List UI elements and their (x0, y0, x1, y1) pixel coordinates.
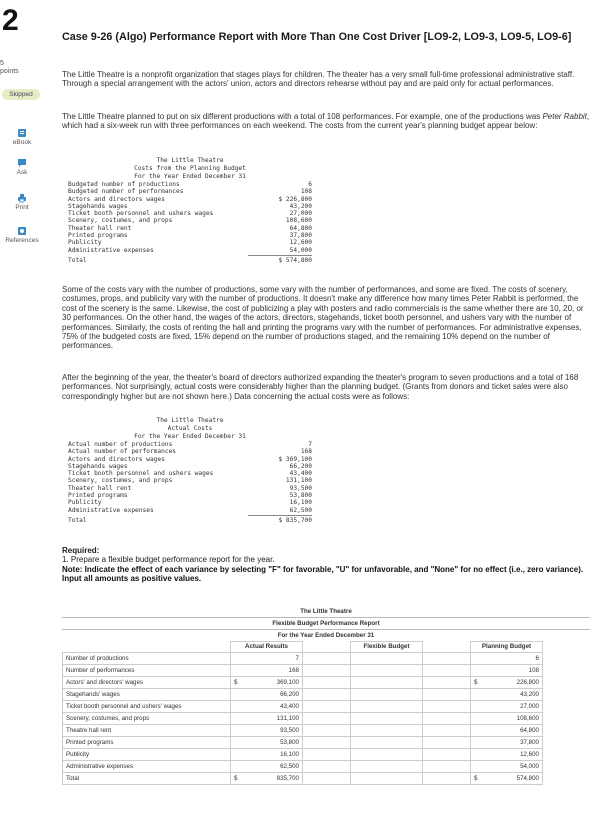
report-header-row (63, 642, 591, 653)
planning-input[interactable] (471, 700, 543, 712)
cell-value: 226,800 (516, 678, 539, 686)
row-label: Actors' and directors' wages (63, 676, 231, 688)
flexible-input[interactable] (351, 724, 423, 736)
row-label: Scenery, costumes, and props (63, 712, 231, 724)
spacer (543, 760, 591, 772)
report-row (63, 748, 591, 760)
question-number: 2 (2, 4, 19, 37)
cell-value: 168 (288, 666, 299, 674)
row-label: Number of productions (63, 652, 231, 664)
references-label: References (5, 237, 39, 244)
references-icon (17, 226, 27, 236)
actual-paragraph: After the beginning of the year, the theater's board of directors authorized expanding the theater's program to seven productions and a total of 168 performances. Not surprisingly, actual costs were considerably higher than the planning budget. (Grants from donors and ticket sales were also correspondingly higher but are not shown here.) Data concerning the actual costs were as follows: (62, 373, 579, 401)
flexible-input[interactable] (351, 664, 423, 676)
required-note: Note: Indicate the effect of each variance by selecting "F" for favorable, "U" for unfavorable, and "None" for no effect (i.e., zero variance). Input all amounts as positive values. (62, 564, 584, 584)
planning-budget-table (68, 157, 312, 264)
cell-value: 7 (295, 654, 299, 662)
flexible-input[interactable] (351, 760, 423, 772)
report-row (63, 664, 591, 676)
planning-input[interactable] (471, 712, 543, 724)
planning-input[interactable] (471, 736, 543, 748)
planning-variance-input[interactable] (423, 652, 471, 664)
ebook-label: eBook (12, 139, 32, 146)
table-row: Theater hall rent 64,800 (68, 224, 312, 232)
planning-input[interactable] (471, 652, 543, 664)
actual-variance-input[interactable] (303, 760, 351, 772)
actual-table-period: For the Year Ended December 31 (134, 433, 246, 440)
table-row: Administrative expenses 54,000 (68, 246, 312, 254)
table-row: Actors and directors wages $ 226,800 (68, 195, 312, 203)
spacer (543, 736, 591, 748)
report-row (63, 736, 591, 748)
report-row (63, 760, 591, 772)
actual-variance-input[interactable] (303, 748, 351, 760)
table-row: Printed programs 53,800 (68, 492, 312, 500)
actual-costs-table (68, 417, 312, 524)
actual-variance-input[interactable] (303, 688, 351, 700)
report-row (63, 724, 591, 736)
table-row: Scenery, costumes, and props 131,100 (68, 477, 312, 485)
row-label: Ticket booth personnel and ushers' wages (63, 700, 231, 712)
report-row (63, 712, 591, 724)
flexible-budget-report (62, 606, 590, 785)
cell-value: 53,800 (280, 738, 299, 746)
spacer (543, 652, 591, 664)
cell-value: 64,800 (520, 726, 539, 734)
row-label: Total (63, 772, 231, 784)
ebook-icon (17, 128, 27, 138)
points-label: 5 points (0, 60, 19, 75)
row-label: Printed programs (63, 736, 231, 748)
actual-input[interactable] (231, 652, 303, 664)
currency-symbol: $ (474, 774, 478, 782)
ask-icon (17, 158, 27, 168)
divider (248, 255, 312, 256)
cell-value: 66,200 (280, 690, 299, 698)
actual-variance-input[interactable] (303, 772, 351, 784)
table-row: Stagehands wages 43,200 (68, 202, 312, 210)
flexible-input[interactable] (351, 748, 423, 760)
actual-variance-input[interactable] (303, 652, 351, 664)
cell-value: 108 (528, 666, 539, 674)
spacer (543, 664, 591, 676)
spacer (543, 688, 591, 700)
actual-input[interactable] (231, 760, 303, 772)
planning-variance-input[interactable] (423, 748, 471, 760)
row-label: Administrative expenses (63, 760, 231, 772)
cell-value: 108,600 (516, 714, 539, 722)
planning-table-title: The Little Theatre (156, 157, 224, 164)
row-label: Publicity (63, 748, 231, 760)
cell-value: 16,100 (280, 750, 299, 758)
cell-value: 93,500 (280, 726, 299, 734)
planning-variance-input[interactable] (423, 772, 471, 784)
planning-variance-input[interactable] (423, 676, 471, 688)
table-row: Budgeted number of performances 108 (68, 188, 312, 196)
actual-variance-input[interactable] (303, 712, 351, 724)
actual-variance-input[interactable] (303, 700, 351, 712)
row-label: Theatre hall rent (63, 724, 231, 736)
intro-paragraph: The Little Theatre is a nonprofit organization that stages plays for children. The theater has a very small full-time professional administrative staff. Through a special arrangement with the actors' union, actors and directors rehearse without pay and are paid only for actual performances. (62, 70, 575, 89)
col-actual-results: Actual Results (231, 642, 303, 653)
planning-variance-input[interactable] (423, 724, 471, 736)
spacer (543, 772, 591, 784)
report-row (63, 652, 591, 664)
cell-value: 369,100 (276, 678, 299, 686)
table-row: Theater hall rent 93,500 (68, 484, 312, 492)
table-row: Actual number of performances 168 (68, 448, 312, 456)
cell-value: 131,100 (276, 714, 299, 722)
planning-variance-input[interactable] (423, 664, 471, 676)
actual-input[interactable] (231, 772, 303, 784)
table-row: Stagehands wages 66,200 (68, 462, 312, 470)
col-flexible-budget: Flexible Budget (351, 642, 423, 653)
spacer (543, 712, 591, 724)
planning-paragraph-b: , which had a six-week run with three performances on each weekend. The costs from the current year's planning budget appear below: (62, 112, 590, 131)
row-label: Number of performances (63, 664, 231, 676)
planning-input[interactable] (471, 688, 543, 700)
references-button[interactable] (4, 226, 40, 244)
actual-variance-input[interactable] (303, 724, 351, 736)
table-row: Ticket booth personnel and ushers wages 27,000 (68, 210, 312, 218)
page-title: Case 9-26 (Algo) Performance Report with More Than One Cost Driver [LO9-2, LO9-3, LO9-5, LO9-6] (62, 31, 572, 43)
table-row: Budgeted number of productions 6 (68, 181, 312, 188)
cell-value: 12,600 (520, 750, 539, 758)
table-row: Administrative expenses 62,500 (68, 506, 312, 514)
report-row (63, 772, 591, 784)
planning-input[interactable] (471, 748, 543, 760)
print-icon (17, 193, 27, 203)
planning-table-period: For the Year Ended December 31 (134, 173, 246, 180)
actual-input[interactable] (231, 664, 303, 676)
actual-input[interactable] (231, 676, 303, 688)
actual-input[interactable] (231, 736, 303, 748)
cost-behavior-paragraph: Some of the costs vary with the number of productions, some vary with the number of performances, and some are fixed. The costs of scenery, costumes, props, and publicity vary with the number of productions. It doesn't make any difference how many times Peter Rabbit is performed, the cost of the scenery is the same. Likewise, the cost of publicizing a play with posters and radio commercials is the same whether there are 10, 20, or 30 performances. On the other hand, the wages of the actors, directors, stagehands, ticket booth personnel, and ushers vary with the number of performances. Similarly, the costs of renting the hall and printing the programs vary with the number of performances. For administrative expenses, 75% of the budgeted costs are fixed, 15% depend on the number of productions staged, and the remaining 10% depend on the number of performances. (62, 285, 584, 351)
report-row (63, 700, 591, 712)
planning-input[interactable] (471, 664, 543, 676)
ebook-button[interactable] (4, 128, 40, 146)
planning-input[interactable] (471, 676, 543, 688)
actual-table-subtitle: Actual Costs (167, 425, 213, 432)
table-total-row: Total $ 574,800 (68, 256, 312, 264)
peter-rabbit-text: Peter Rabbit (542, 112, 587, 121)
flexible-input[interactable] (351, 772, 423, 784)
currency-symbol: $ (474, 678, 478, 686)
flexible-input[interactable] (351, 676, 423, 688)
table-row: Publicity 16,100 (68, 499, 312, 507)
planning-paragraph (62, 112, 590, 131)
cell-value: 54,000 (520, 762, 539, 770)
flexible-input[interactable] (351, 700, 423, 712)
spacer (543, 676, 591, 688)
actual-input[interactable] (231, 700, 303, 712)
cell-value: 43,400 (280, 702, 299, 710)
table-row: Scenery, costumes, and props 108,600 (68, 217, 312, 225)
table-row: Actors and directors wages $ 369,100 (68, 455, 312, 463)
report-subtitle: Flexible Budget Performance Report (62, 618, 590, 630)
sidebar (0, 0, 50, 833)
required-label: Required: (62, 546, 100, 555)
divider (248, 515, 312, 516)
spacer (543, 724, 591, 736)
cell-value: 574,800 (516, 774, 539, 782)
currency-symbol: $ (234, 774, 238, 782)
planning-variance-input[interactable] (423, 736, 471, 748)
planning-variance-input[interactable] (423, 700, 471, 712)
planning-input[interactable] (471, 724, 543, 736)
print-label: Print (15, 204, 29, 211)
flexible-input[interactable] (351, 736, 423, 748)
planning-paragraph-a: The Little Theatre planned to put on six different productions with a total of 108 performances. For example, one of the productions was (62, 112, 543, 121)
report-title: The Little Theatre (62, 606, 590, 618)
flexible-input[interactable] (351, 652, 423, 664)
report-row (63, 688, 591, 700)
skipped-badge: Skipped (2, 89, 40, 100)
planning-variance-input[interactable] (423, 760, 471, 772)
flexible-input[interactable] (351, 688, 423, 700)
cell-value: 27,000 (520, 702, 539, 710)
cell-value: 37,800 (520, 738, 539, 746)
spacer (543, 748, 591, 760)
planning-variance-input[interactable] (423, 688, 471, 700)
ask-label: Ask (16, 169, 28, 176)
ask-button[interactable] (4, 158, 40, 176)
col-planning-budget: Planning Budget (471, 642, 543, 653)
planning-variance-input[interactable] (423, 712, 471, 724)
flexible-input[interactable] (351, 712, 423, 724)
actual-input[interactable] (231, 724, 303, 736)
cell-value: 62,500 (280, 762, 299, 770)
report-row (63, 676, 591, 688)
cell-value: 6 (535, 654, 539, 662)
actual-variance-input[interactable] (303, 676, 351, 688)
row-label: Stagehands' wages (63, 688, 231, 700)
table-row: Ticket booth personnel and ushers wages 43,400 (68, 470, 312, 478)
planning-table-subtitle: Costs from the Planning Budget (134, 165, 246, 172)
required-item: 1. Prepare a flexible budget performance report for the year. (62, 555, 275, 565)
spacer (543, 700, 591, 712)
cell-value: 43,200 (520, 690, 539, 698)
cell-value: 835,700 (276, 774, 299, 782)
table-row: Actual number of productions 7 (68, 441, 312, 448)
report-table (62, 641, 591, 785)
actual-input[interactable] (231, 712, 303, 724)
actual-input[interactable] (231, 748, 303, 760)
planning-input[interactable] (471, 760, 543, 772)
actual-input[interactable] (231, 688, 303, 700)
table-total-row: Total $ 835,700 (68, 516, 312, 524)
currency-symbol: $ (234, 678, 238, 686)
print-button[interactable] (4, 193, 40, 211)
required-section (62, 546, 590, 584)
table-row: Publicity 12,600 (68, 239, 312, 247)
actual-variance-input[interactable] (303, 664, 351, 676)
table-row: Printed programs 37,800 (68, 232, 312, 240)
actual-variance-input[interactable] (303, 736, 351, 748)
report-period: For the Year Ended December 31 (277, 632, 375, 639)
actual-table-title: The Little Theatre (156, 417, 224, 424)
planning-input[interactable] (471, 772, 543, 784)
